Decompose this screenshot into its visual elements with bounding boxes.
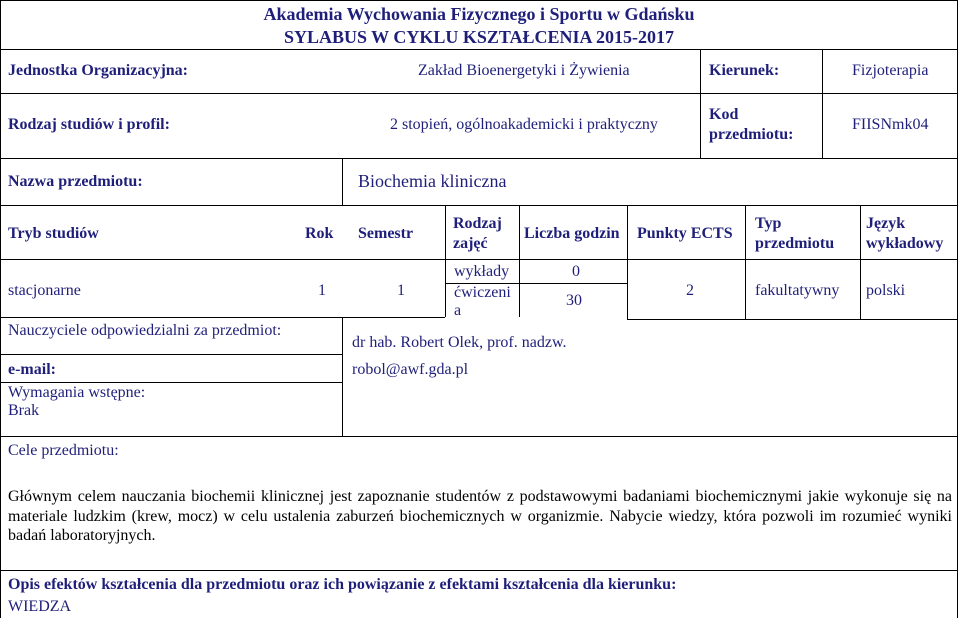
rule-after-header	[0, 49, 958, 50]
col-type-1: Typ	[755, 215, 782, 232]
vrule-hours	[519, 205, 520, 317]
vrule-unit-direction	[700, 49, 701, 93]
academy-title: Akademia Wychowania Fizycznego i Sportu w Gdańsku	[263, 4, 695, 24]
vrule-course-name	[342, 158, 343, 205]
col-year: Rok	[305, 225, 334, 242]
study-type-value: 2 stopień, ogólnoakademicki i praktyczny	[390, 116, 658, 133]
rule-after-course-name	[0, 205, 958, 206]
requirements-label: Wymagania wstępne:	[8, 384, 146, 401]
course-code-value: FIISNmk04	[852, 116, 929, 133]
course-code-label-1: Kod	[709, 106, 739, 123]
vrule-language	[860, 205, 861, 319]
row-semester: 1	[397, 282, 405, 299]
rule-after-goals	[0, 570, 958, 571]
unit-value: Zakład Bioenergetyki i Żywienia	[418, 62, 630, 79]
vrule-study-code	[700, 93, 701, 158]
goals-label: Cele przedmiotu:	[8, 442, 119, 459]
vrule-teachers	[342, 317, 343, 436]
goals-text: Głównym celem nauczania biochemii klinicznej jest zapoznanie studentów z podstawowymi badaniami biochemicznymi jakie wykonuje się na materiale ludzkim (krew, mocz) w celu ustalenia zaburzeń biochemicznych w organizmie. Nabycie wiedzy, która pozwoli im rozumieć wyniki badań laboratoryjnych.	[8, 488, 952, 544]
unit-label: Jednostka Organizacyjna:	[8, 62, 188, 79]
row-ects: 2	[686, 282, 694, 299]
requirements-value: Brak	[8, 402, 40, 419]
row-class-exercise-1: ćwiczeni	[454, 284, 511, 301]
outcomes-section: WIEDZA	[8, 598, 72, 615]
course-name-value: Biochemia kliniczna	[358, 171, 507, 191]
row-lecture-hours: 0	[572, 263, 580, 280]
col-ects: Punkty ECTS	[637, 225, 733, 242]
outcomes-label: Opis efektów kształcenia dla przedmiotu oraz ich powiązanie z efektami kształcenia dla kierunku:	[8, 576, 677, 593]
rule-after-column-headers	[0, 259, 958, 260]
rule-after-study-type	[0, 158, 958, 159]
row-language: polski	[866, 282, 906, 299]
syllabus-title: SYLABUS W CYKLU KSZTAŁCENIA 2015-2017	[283, 27, 675, 47]
rule-after-row-right	[627, 319, 958, 320]
row-exercise-hours: 30	[566, 292, 582, 309]
teachers-value: dr hab. Robert Olek, prof. nadzw.	[352, 334, 567, 351]
email-label: e-mail:	[8, 361, 56, 378]
rule-after-email	[0, 382, 342, 383]
row-mode: stacjonarne	[8, 282, 81, 299]
rule-after-row-left	[0, 317, 445, 318]
rule-after-unit	[0, 93, 958, 94]
course-name-label: Nazwa przedmiotu:	[8, 173, 143, 190]
vrule-class-type	[445, 205, 446, 317]
rule-after-requirements	[0, 436, 958, 437]
direction-value: Fizjoterapia	[852, 62, 929, 79]
col-language-2: wykładowy	[866, 235, 944, 252]
vrule-direction-value	[822, 49, 823, 93]
col-hours: Liczba godzin	[524, 225, 620, 242]
email-value: robol@awf.gda.pl	[352, 361, 469, 378]
border-top	[0, 0, 958, 1]
row-class-lecture: wykłady	[454, 263, 510, 280]
col-type-2: przedmiotu	[755, 235, 835, 252]
teachers-label: Nauczyciele odpowiedzialni za przedmiot:	[8, 322, 282, 339]
col-mode: Tryb studiów	[8, 225, 99, 242]
col-class-type-1: Rodzaj	[453, 215, 502, 232]
vrule-code-value	[822, 93, 823, 158]
col-language-1: Język	[866, 215, 906, 232]
direction-label: Kierunek:	[709, 62, 780, 79]
col-semester: Semestr	[358, 225, 414, 242]
row-year: 1	[318, 282, 326, 299]
row-type: fakultatywny	[755, 282, 840, 299]
vrule-type	[745, 205, 746, 319]
col-class-type-2: zajęć	[453, 235, 488, 252]
vrule-ects	[627, 205, 628, 319]
rule-after-teachers	[0, 354, 342, 355]
course-code-label-2: przedmiotu:	[709, 126, 794, 143]
row-class-exercise-2: a	[454, 302, 462, 319]
study-type-label: Rodzaj studiów i profil:	[8, 116, 170, 133]
